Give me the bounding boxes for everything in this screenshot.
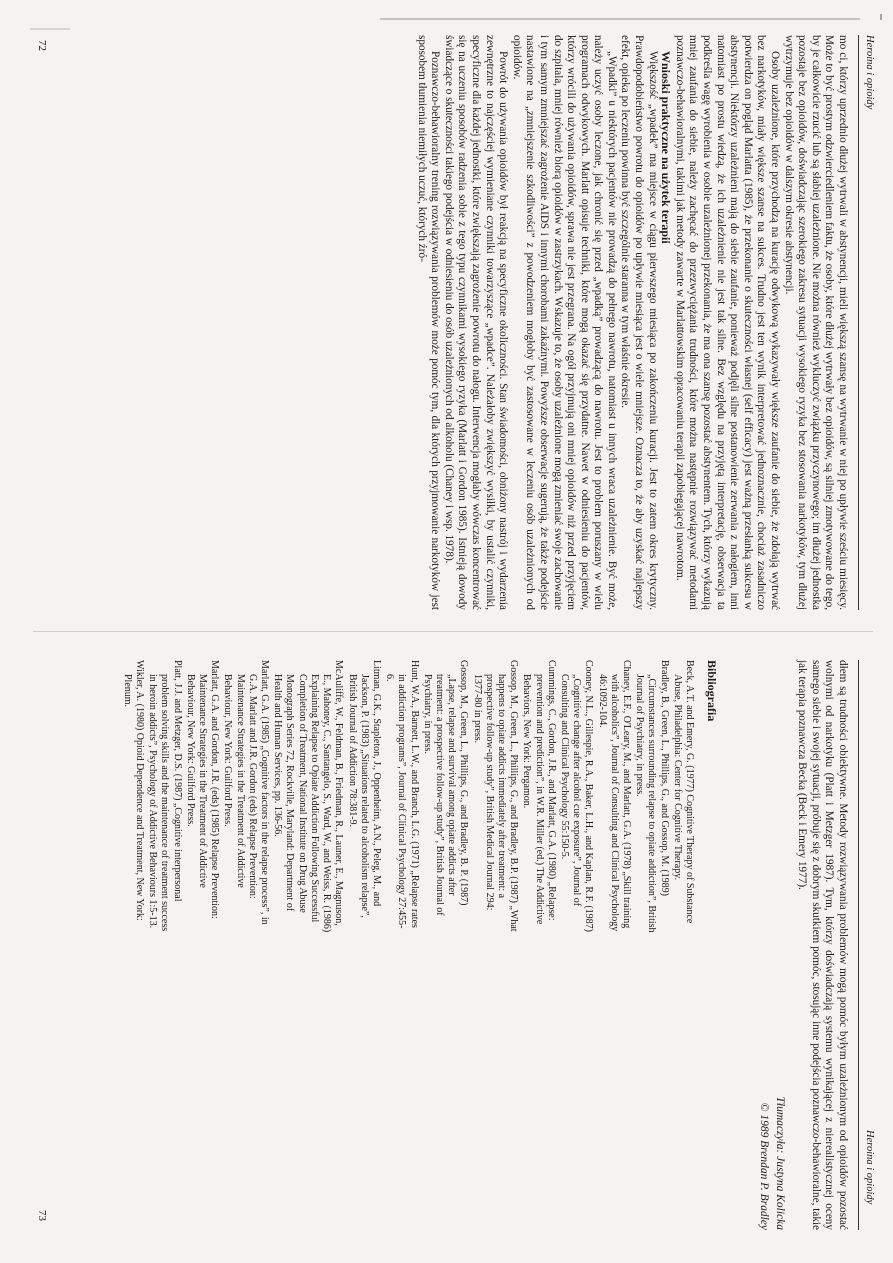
reference-entry: Marlatt, G.A. (1985) „Cognitive factors in the relapse process”, in G.A. Marlatt and J.R. Gordon (eds) Relapse Prevention: Maintenance Strategies in the Treatment of Addictive Behaviour, New York: Guilford Press. xyxy=(222,660,271,925)
reference-entry: Wikler, A. (1980) Opioid Dependence and Treatment, New York: Plenum. xyxy=(121,660,146,921)
paragraph: mo ci, którzy uprzednio dłużej wytrwali w abstynencji, mieli większą szansę na wytrwanie w niej po upływie sześciu miesięcy. Może to być prostym odzwierciedleniem faktu, że osoby, które dłużej wytrwały bez opioidów, są silniej zmotywowane do tego, by je całkowicie rzucić lub są słabiej uzależnione. Nie można również wykluczyć związku przyczynowego; im dłużej jednostka pozostaje bez opioidów, doświadczając szerokiego zakresu sytuacji wysokiego ryzyka bez stosowania narkotyków, tym dłużej wytrzymuje bez opioidów w dalszym okresie abstynencji. xyxy=(782,35,849,610)
reference-entry: Gossop, M., Green, L., Phillips, G., and Bradley, B.P. (1987) „What happens to opiate addicts immediately after treatment: a prospective follow-up study”, British Medical Journal 294: 1377-80 in press. xyxy=(471,660,520,932)
right-header-rule xyxy=(858,660,859,1230)
reference-entry: Cooney, N.L., Gillespie, R.A., Baker, L.H., and Kaplan, R.F. (1987) „Cognitive change after alcohol cue exposure”, Journal of Consulting and Clinical Psychology 55:150-5. xyxy=(558,660,595,932)
reference-entry: Bradley, B., Green, L., Phillips, G., and Gossop, M. (1989) „Circumstances surrounding relapse to opiate addiction”, British Journal of Psychiatry, in press. xyxy=(634,660,670,933)
reference-entry: Hunt, W.A., Barnett, L.W., and Branch, L.G. (1971) „Relapse rates in addiction programs”, Journal of Clinical Psychology 27:455-6. xyxy=(384,660,420,929)
left-page-number: 72 xyxy=(36,40,48,51)
bibliography-list xyxy=(80,660,695,1230)
reference-entry: McAuliffe, W., Feldman, B., Friedman, R., Launer, E., Magnuson, E., Mahoney, C., Santangelo, S., Ward, W., and Weiss, R. (1986) Explaining Relapse to Opiate Addiction Following Successful Completion of Treatment, National Institute on Drug Abuse Monograph Series 72, Rockville, Maryland: Department of Health and Human Services, pp. 136-56. xyxy=(272,660,345,933)
paragraph: „Wpadki” u niektórych pacjentów nie prowadzą do pełnego nawrotu, natomiast u innych wraca uzależnienie. Być może, należy uczyć osoby leczone, jak chronić się przed „wpadką” prowadzącą do nawrotu. Jest to problem poruszany w wielu programach odwykowych. Marlatt opisuje techniki, które mogą okazać się przydatne. Nawet w odniesieniu do pacjentów, którzy wrócili do używania opioidów, sprawa nie jest przegrana. Na ogół przyjmują oni mniej opioidów niż przed przyjęciem do szpitala, mniej również biorą opioidów w zastrzykach. Wskazuje to, że osoby uzależnione mogą zmieniać swoje zachowanie i tym samym zmniejszać zagrożenie AIDS i innymi chorobami zakaźnymi. Powyższe obserwacje sugerują, że także podejście nastawione na „zmniejszenie szkodliwości” z powodzeniem mogłoby być zastosowane w leczeniu osób uzależnionych od opioidów. xyxy=(510,35,618,610)
reference-entry: Litman, G.K., Stapleton, J., Oppenheim, A.N., Peleg, M., and Jackson, P. (1983) „Situations related to alcoholism relapse”, British Journal of Addiction 78:381-9. xyxy=(346,660,382,918)
page-gutter xyxy=(33,631,873,632)
right-page-intro xyxy=(757,660,849,1230)
bibliography-title: Bibliografia xyxy=(705,660,719,722)
left-page-body xyxy=(414,35,849,610)
paragraph: Poznawczo-behawioralny trening rozwiązywania problemów może pomóc tym, dla których przyjmowanie narkotyków jest sposobem tłumienia niemiłych uczuć, których źró- xyxy=(415,35,442,610)
left-header-rule xyxy=(858,35,859,610)
copyright-line: © 1989 Brendan P. Bradley xyxy=(757,1102,770,1230)
reference-entry: Cummings, C., Gordon, J.R., and Marlatt, G.A. (1980) „Relapse: prevention and prediction”, in W.R. Miller (ed.) The Addictive Behaviors, New York: Pergamon. xyxy=(521,660,557,925)
right-page-number: 73 xyxy=(36,1210,48,1221)
translator-credit: Tłumaczyła: Justyna Kolicka xyxy=(773,1096,786,1230)
reference-entry: Beck, A.T. and Emery, G. (1977) Cognitive Therapy of Substance Abuse, Philadelphia: Center for Cognitive Therapy. xyxy=(671,660,695,924)
paragraph: dłem są trudności obiektywne. Metody rozwiązywania problemów mogą pomóc byłym uzależnionym od opioidów pozostać wolnymi od narkotyku (Platt i Metzger 1987). Tym, którzy doświadczają systemu wynikającej z nierealistycznej oceny samego siebie i swojej sytuacji, próbuje się z dobrym skutkiem pomóc, stosując inne podejścia poznawczo-behawioralne, takie jak terapia poznawcza Becka (Beck i Emery 1977). xyxy=(796,660,849,1230)
reference-entry: Marlatt, G.A. and Gordon, J.R. (eds) (1985) Relapse Prevention: Maintenance Strategies in the Treatment of Addictive Behaviour, New York: Guilford Press. xyxy=(184,660,221,919)
paragraph: Większość „wpadek” ma miejsce w ciągu pierwszego miesiąca po zakończeniu kuracji. Jest to zatem okres krytyczny. Prawdopodobieństwo powrotu do opioidów po upływie miesiąca jest o wiele mniejsze. Oznacza to, że aby uzyskać najlepszy efekt, opieka po leczeniu powinna być szczególnie staranna w tym właśnie okresie. xyxy=(619,35,659,610)
reference-entry: Chaney, E.F., O'Leary, M., and Marlatt, G.A. (1978) „Skill training with alcoholics”, Journal of Consulting and Clinical Psychology 46:1092-104. xyxy=(596,660,632,932)
left-running-header: Heroina i opioidy xyxy=(864,35,875,110)
reference-entry: Platt, J.J. and Metzger, D.S. (1987) „Cognitive interpersonal problem solving skills and the maintenance of treatment success in heroin addicts”, Psychology of Addictive Behaviours 1:5-13. xyxy=(147,660,183,932)
right-running-header: Heroina i opioidy xyxy=(864,1130,875,1205)
paragraph: Powrót do używania opioidów był reakcją na specyficzne okoliczności. Stan świadomości, obniżony nastrój i wydarzenia zewnętrzne to najczęściej wymieniane czynniki towarzyszące „wpadce”. Należałoby zwiększyć wysiłki, by ustalić czynniki, specyficzne dla każdej jednostki, które zwiększają zagrożenie powrotu do nałogu. Interwencja mogłaby wówczas koncentrować się na uczeniu sposobów radzenia sobie z tego typu czynnikami wysokiego ryzyka (Marlatt i Gordon 1985). Istnieją dowody świadczące o skuteczności takiego podejścia w odniesieniu do osób uzależnionych od alkoholu (Chaney i wsp. 1978). xyxy=(442,35,510,610)
paragraph: Osoby uzależnione, które przychodzą na kurację odwykową wykazywały większe zaufanie do siebie, że zdołają wytrwać bez narkotyków, miały większe szanse na sukces. Trudno jest ten wynik interpretować jednoznacznie, chociaż zasadniczo potwierdza on pogląd Marlatta (1985), że przekonanie o skuteczności własnej (self efficacy) jest ważną przesłanką sukcesu w abstynencji. Niektórzy uzależnieni mają do siebie zaufanie, ponieważ podjęli silne postanowienie zerwania z nałogiem, inni natomiast po prostu wiedzą, że ich uzależnienie nie jest tak silne. Bez względu na przyjętą interpretację, obserwacja ta podkreśla wagę wyrobienia w osobie uzależnionej przekonania, że ma ona szansę pozostać abstynentem. Tych, którzy wykazują mniej zaufania do siebie, należy zachęcać do przezwyciężania trudności, które można następnie rozwiązywać metodami poznawczo-behawioralnymi, takimi jak metody zawarte w Marlattowskim opracowaniu terapii zapobiegającej nawrotom. xyxy=(673,35,782,610)
reference-entry: Gossop, M., Green, L., Phillips, G., and Bradley, B. P. (1987) „Lapse, relapse and survival among opiate addicts after treatment: a prospective follow-up study”, British Journal of Psychiatry, in press. xyxy=(421,660,470,916)
section-title: Wnioski praktyczne na użytek terapii xyxy=(659,51,674,244)
